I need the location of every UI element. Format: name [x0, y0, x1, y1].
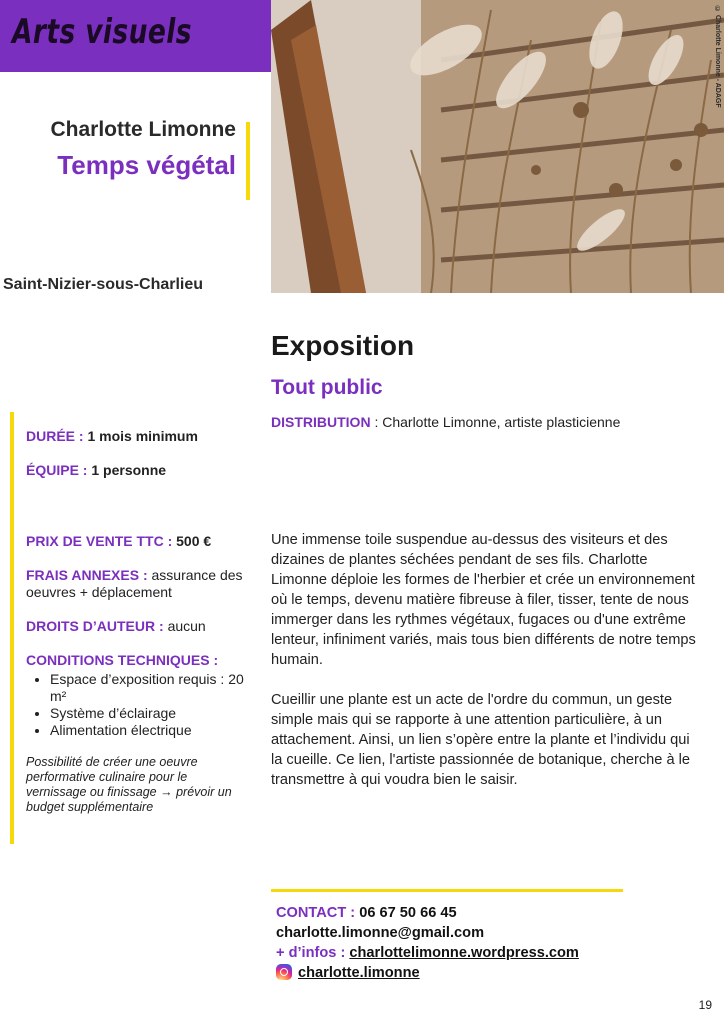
prix-line	[26, 533, 248, 550]
title-accent-bar	[246, 122, 250, 200]
contact-block	[276, 903, 579, 983]
category-title: Arts visuels	[12, 12, 192, 52]
instagram-link[interactable]: charlotte.limonne	[298, 965, 420, 981]
equipe-label: ÉQUIPE :	[26, 462, 88, 478]
frais-label: FRAIS ANNEXES :	[26, 567, 148, 583]
conditions-label: CONDITIONS TECHNIQUES :	[26, 652, 219, 668]
prix-value: 500 €	[176, 533, 212, 549]
prix-label: PRIX DE VENTE TTC :	[26, 533, 173, 549]
title-block	[50, 118, 236, 181]
photo-credit: © Charlotte Limonne - ADAGF	[714, 6, 721, 108]
equipe-line	[26, 462, 248, 479]
droits-label: DROITS D’AUTEUR :	[26, 618, 164, 634]
description	[271, 530, 701, 810]
droits-value: aucun	[167, 618, 206, 634]
description-paragraph-1: Une immense toile suspendue au-dessus des visiteurs et des dizaines de plantes séchées pendant de ses fils. Charlotte Limonne déploie les formes de l'herbier et crée un environnement où le temps, devenu matière fibreuse à filer, tisser, tente de nous immerger dans les rythmes végétaux, fugaces ou d'une extrême lenteur, infiniment variés, mais tous bien différents de notre temps humain.	[271, 532, 696, 668]
infos-label: + d’infos :	[276, 945, 346, 961]
droits-line	[26, 618, 248, 635]
instagram-line	[276, 963, 579, 983]
description-paragraph-2: Cueillir une plante est un acte de l'ordre du commun, un geste simple mais qui se rapporte à une attention particulière, à un attachement. Ainsi, un lien s’opère entre la plante et l’individu qui la cueille. Ce lien, l'artiste passionnée de botanique, cherche à le transmettre à qui voudra bien le saisir.	[271, 692, 690, 788]
audience: Tout public	[271, 376, 383, 399]
website-link[interactable]: charlottelimonne.wordpress.com	[349, 945, 579, 961]
contact-website-line	[276, 943, 579, 963]
conditions-label-line	[26, 652, 248, 669]
distribution-line	[271, 414, 701, 430]
main-header	[271, 330, 701, 430]
show-title: Temps végétal	[57, 150, 236, 180]
duree-value: 1 mois minimum	[87, 428, 198, 444]
duree-label: DURÉE :	[26, 428, 84, 444]
exhibition-photo	[271, 0, 724, 293]
contact-label: CONTACT :	[276, 905, 356, 921]
contact-phone[interactable]: 06 67 50 66 45	[359, 905, 457, 921]
distribution-value: : Charlotte Limonne, artiste plasticienne	[370, 414, 621, 430]
location: Saint-Nizier-sous-Charlieu	[3, 276, 204, 293]
condition-item: • Alimentation électrique	[50, 722, 248, 739]
details-column	[26, 428, 248, 828]
section-title: Exposition	[271, 330, 415, 361]
frais-value: assurance des oeuvres + déplacement	[26, 567, 243, 600]
page-number: 19	[698, 998, 712, 1012]
conditions-list	[26, 671, 248, 739]
duree-line	[26, 428, 248, 445]
equipe-value: 1 personne	[91, 462, 167, 478]
condition-item: • Système d’éclairage	[50, 705, 248, 722]
instagram-icon	[276, 964, 292, 980]
dried-plants-illustration	[271, 0, 724, 293]
contact-email[interactable]: charlotte.limonne@gmail.com	[276, 925, 485, 941]
frais-line	[26, 567, 248, 601]
contact-divider	[271, 889, 623, 892]
artist-name: Charlotte Limonne	[50, 118, 236, 141]
additional-note: Possibilité de créer une oeuvre performative culinaire pour le vernissage ou finissage → prévoir un budget supplémentaire	[26, 755, 232, 814]
condition-item: • Espace d’exposition requis : 20 m²	[50, 671, 248, 705]
distribution-label: DISTRIBUTION	[271, 414, 371, 430]
category-banner	[0, 0, 271, 72]
contact-phone-line	[276, 903, 579, 923]
details-accent-bar	[10, 412, 14, 844]
